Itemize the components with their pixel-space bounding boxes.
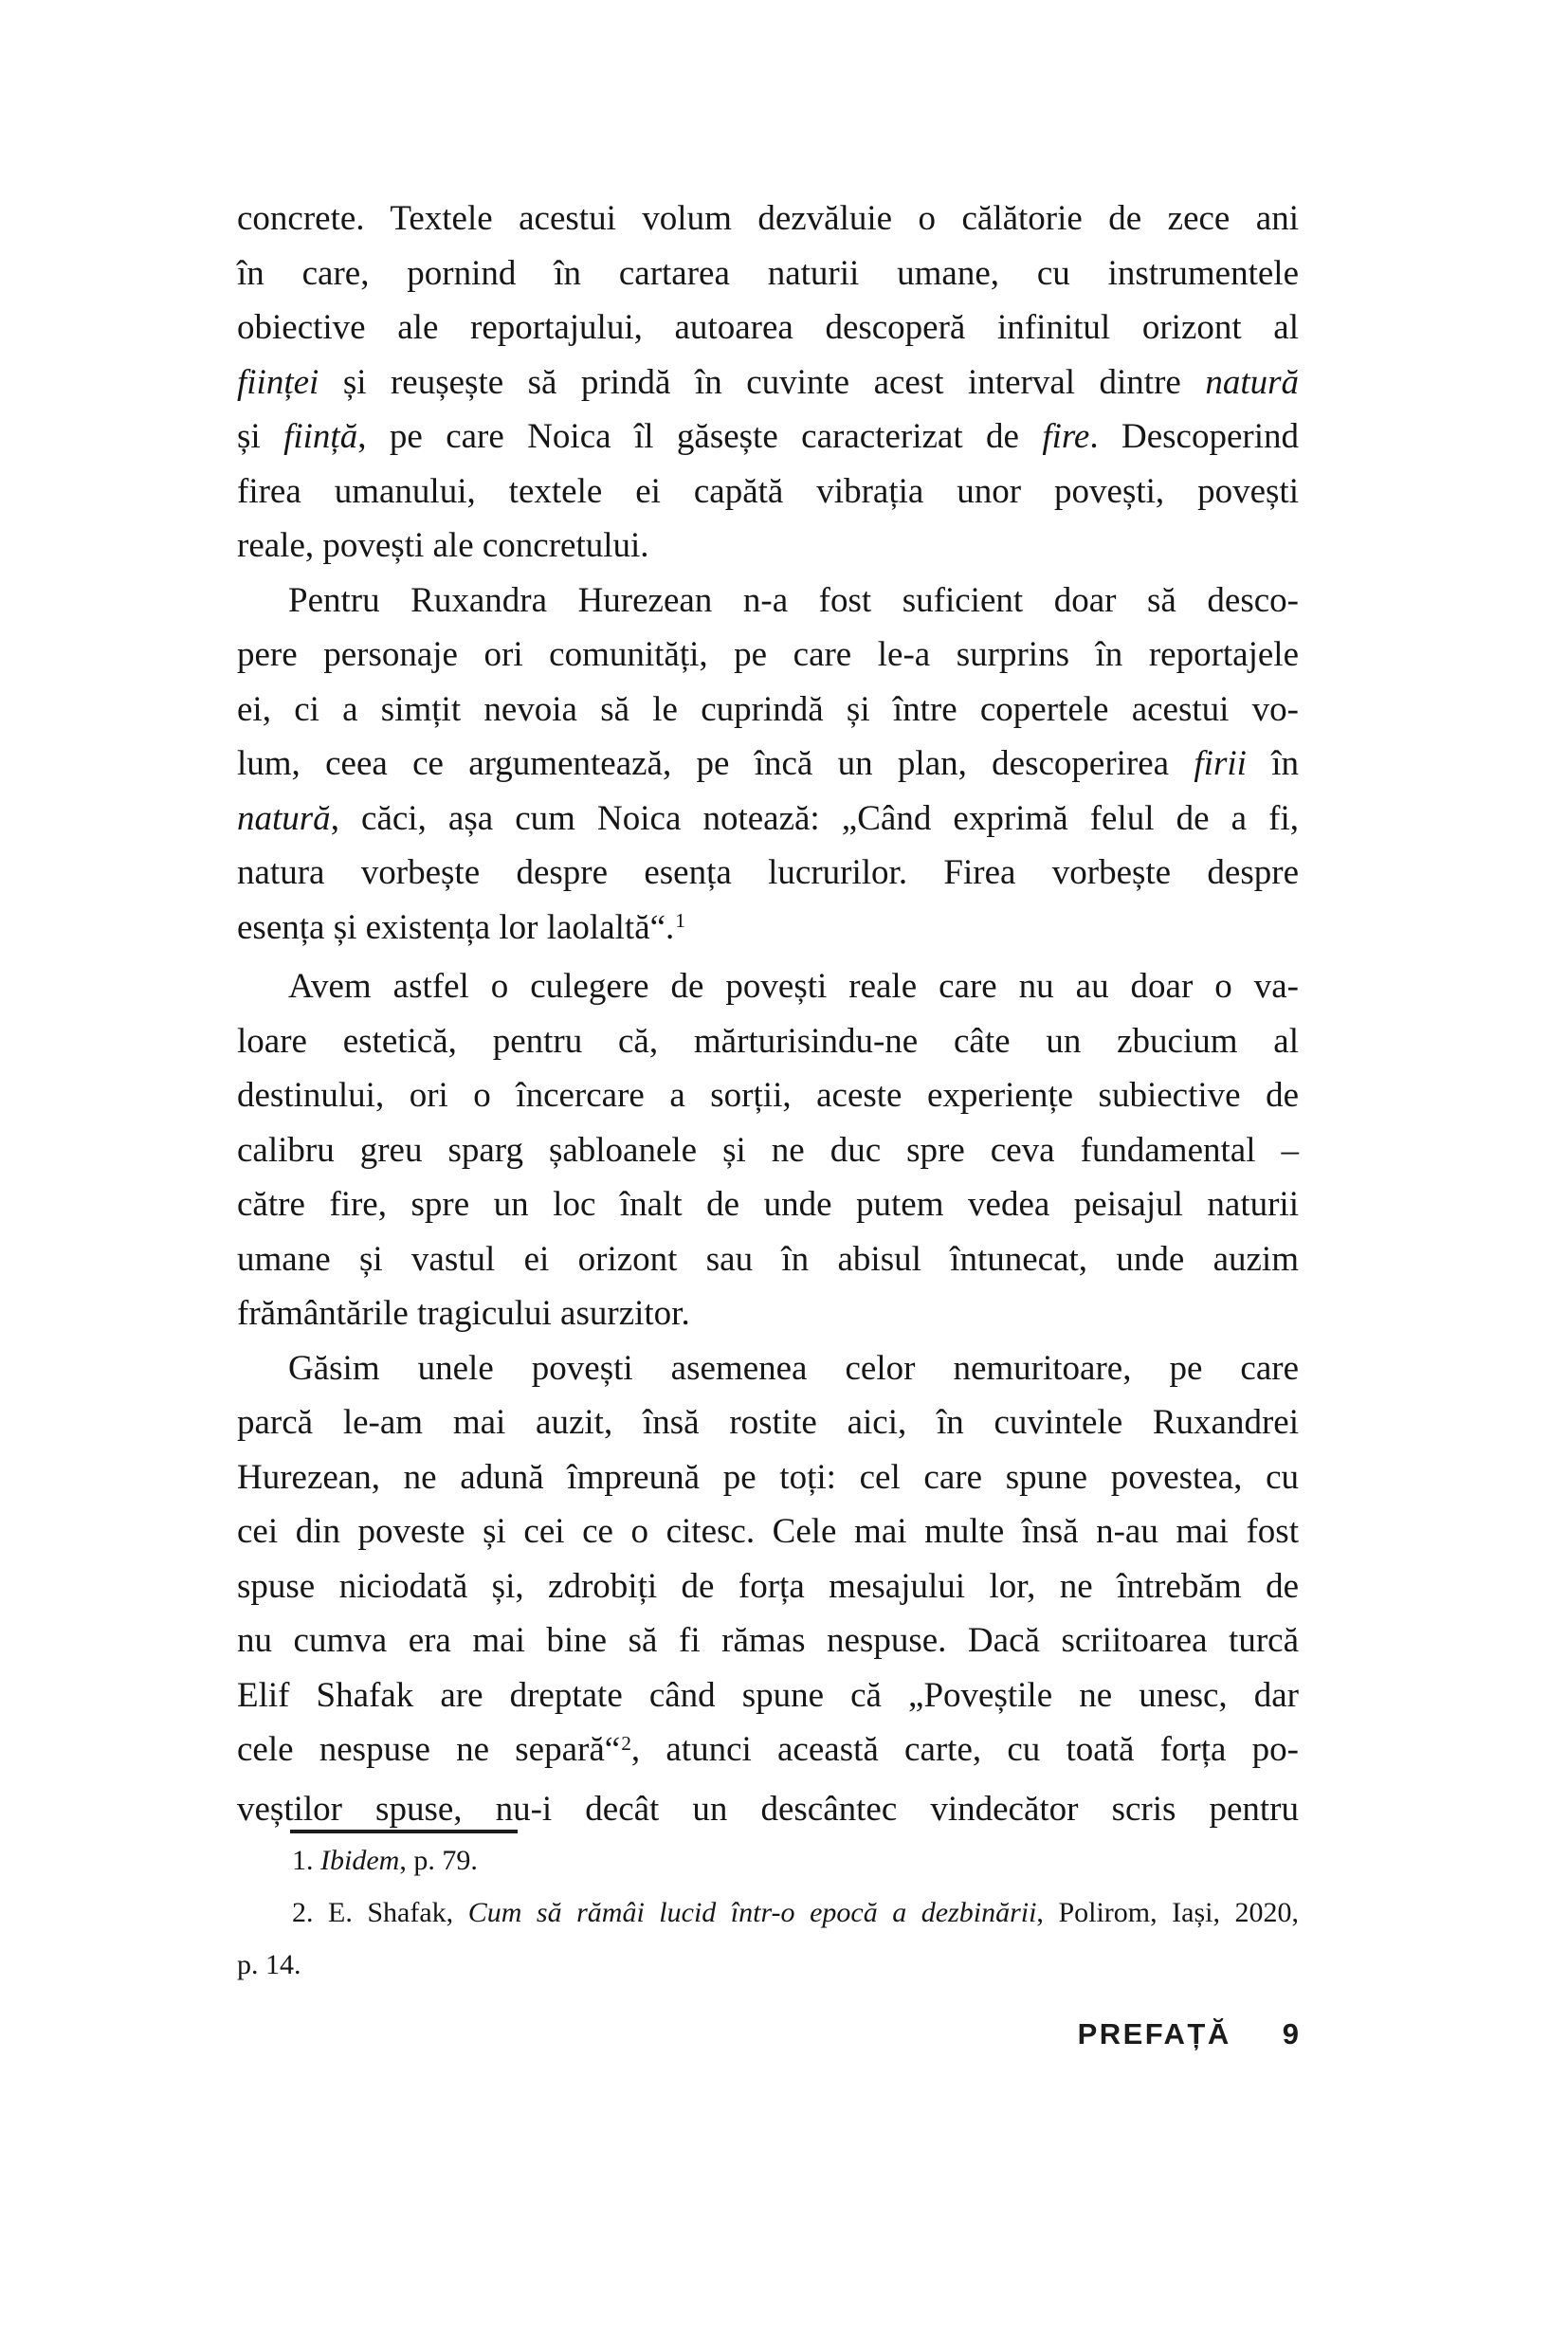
- text-segment: reale, povești ale concretului.: [237, 526, 649, 565]
- footnote-marker: 1: [675, 909, 686, 933]
- text-line: [237, 1668, 1299, 1723]
- text-line: [237, 1504, 1299, 1559]
- text-line: [237, 301, 1299, 355]
- text-line: [237, 959, 1299, 1014]
- text-segment: , căci, așa cum Noica notează: „Când exprimă felul de a fi,: [330, 798, 1299, 838]
- text-segment: Ibidem: [320, 1845, 400, 1876]
- paragraph: [237, 959, 1299, 1341]
- text-segment: Elif Shafak are dreptate când spune că „Poveștile ne unesc, dar: [237, 1675, 1299, 1715]
- text-segment: cele nespuse ne separă“: [237, 1730, 621, 1769]
- footer-section-title: PREFAȚĂ: [1077, 2017, 1231, 2050]
- text-segment: ființă: [283, 417, 358, 456]
- text-segment: natură: [1205, 362, 1299, 402]
- text-segment: ei, ci a simțit nevoia să le cuprindă și între copertele acestui vo-: [237, 689, 1299, 729]
- paragraph: [237, 1834, 1299, 1886]
- text-segment: , atunci această carte, cu toată forța po-: [630, 1730, 1299, 1769]
- body-text: [237, 191, 1299, 1836]
- paragraph: [237, 1341, 1299, 1837]
- text-segment: parcă le-am mai auzit, însă rostite aici, în cuvintele Ruxandrei: [237, 1403, 1299, 1442]
- text-segment: , p. 79.: [399, 1845, 478, 1876]
- text-segment: Avem astfel o culegere de povești reale care nu au doar o va-: [288, 967, 1299, 1006]
- text-line: [237, 1834, 1299, 1886]
- text-segment: natura vorbește despre esența lucrurilor. Firea vorbește despre: [237, 853, 1299, 892]
- text-segment: destinului, ori o încercare a sorții, aceste experiențe subiective de: [237, 1076, 1299, 1115]
- text-line: [237, 628, 1299, 683]
- text-segment: către fire, spre un loc înalt de unde putem vedea peisajul naturii: [237, 1185, 1299, 1224]
- paragraph: [237, 1886, 1299, 1991]
- text-line: [237, 1177, 1299, 1232]
- text-segment: în: [1246, 744, 1299, 783]
- text-line: [237, 1123, 1299, 1178]
- text-segment: Hurezean, ne adună împreună pe toți: cel care spune povestea, cu: [237, 1457, 1299, 1497]
- text-segment: , pe care Noica îl găsește caracterizat de: [357, 417, 1043, 456]
- text-segment: și: [237, 417, 284, 456]
- text-segment: , Polirom, Iași, 2020,: [1036, 1897, 1299, 1928]
- footer-page-number: 9: [1282, 2017, 1299, 2050]
- text-line: [237, 683, 1299, 738]
- text-line: [237, 792, 1299, 847]
- running-footer: [1078, 2019, 1299, 2049]
- text-segment: nu cumva era mai bine să fi rămas nespuse. Dacă scriitoarea turcă: [237, 1621, 1299, 1660]
- text-line: [237, 1559, 1299, 1614]
- text-segment: lum, ceea ce argumentează, pe încă un plan, descoperirea: [237, 744, 1194, 783]
- text-segment: umane și vastul ei orizont sau în abisul întunecat, unde auzim: [237, 1239, 1299, 1279]
- paragraph: [237, 191, 1299, 574]
- text-line: [237, 1450, 1299, 1505]
- text-line: [237, 1939, 1299, 1991]
- text-segment: obiective ale reportajului, autoarea descoperă infinitul orizont al: [237, 308, 1299, 347]
- text-segment: firea umanului, textele ei capătă vibrația unor povești, povești: [237, 471, 1299, 511]
- text-line: [237, 1722, 1299, 1782]
- text-segment: 1.: [292, 1845, 320, 1876]
- text-segment: 2. E. Shafak,: [292, 1897, 468, 1928]
- text-segment: fire: [1042, 417, 1090, 456]
- text-segment: p. 14.: [237, 1949, 301, 1980]
- text-segment: cei din poveste și cei ce o citesc. Cele mai multe însă n-au mai fost: [237, 1512, 1299, 1551]
- text-segment: concrete. Textele acestui volum dezvăluie o călătorie de zece ani: [237, 199, 1299, 238]
- text-line: [237, 410, 1299, 465]
- text-line: [237, 191, 1299, 246]
- text-line: [237, 246, 1299, 301]
- text-segment: frământările tragicului asurzitor.: [237, 1294, 690, 1333]
- text-segment: calibru greu sparg șabloanele și ne duc spre ceva fundamental –: [237, 1130, 1299, 1170]
- text-segment: Găsim unele povești asemenea celor nemuritoare, pe care: [288, 1348, 1299, 1388]
- text-segment: ființei: [237, 362, 319, 402]
- text-line: [237, 1286, 1299, 1341]
- text-line: [237, 846, 1299, 901]
- text-segment: firii: [1194, 744, 1247, 783]
- text-line: [237, 901, 1299, 960]
- text-segment: esența și existența lor laolaltă“.: [237, 907, 675, 947]
- paragraph: [237, 574, 1299, 960]
- text-line: [237, 737, 1299, 792]
- text-line: [237, 1232, 1299, 1287]
- text-segment: și reușește să prindă în cuvinte acest interval dintre: [319, 362, 1206, 402]
- text-line: [237, 1886, 1299, 1939]
- text-line: [237, 574, 1299, 629]
- text-segment: în care, pornind în cartarea naturii umane, cu instrumentele: [237, 253, 1299, 293]
- text-line: [237, 1014, 1299, 1069]
- text-segment: veștilor spuse, nu-i decât un descântec vindecător scris pentru: [237, 1789, 1299, 1829]
- footnote-marker: 2: [621, 1731, 631, 1755]
- text-segment: pere personaje ori comunități, pe care le-a surprins în reportajele: [237, 635, 1299, 674]
- text-segment: . Descoperind: [1089, 417, 1299, 456]
- footnotes: [237, 1834, 1299, 1991]
- text-line: [237, 1782, 1299, 1837]
- text-line: [237, 1341, 1299, 1396]
- footnote-separator-rule: [290, 1830, 518, 1833]
- text-segment: Cum să rămâi lucid într-o epocă a dezbinării: [467, 1897, 1037, 1928]
- text-segment: spuse niciodată și, zdrobiți de forța mesajului lor, ne întrebăm de: [237, 1566, 1299, 1606]
- text-segment: loare estetică, pentru că, mărturisindu-ne câte un zbucium al: [237, 1021, 1299, 1061]
- text-segment: Pentru Ruxandra Hurezean n-a fost suficient doar să desco-: [288, 580, 1299, 620]
- text-line: [237, 519, 1299, 574]
- text-segment: natură: [237, 798, 331, 838]
- text-line: [237, 355, 1299, 410]
- text-line: [237, 1395, 1299, 1450]
- text-line: [237, 1068, 1299, 1123]
- text-line: [237, 1613, 1299, 1668]
- text-line: [237, 465, 1299, 519]
